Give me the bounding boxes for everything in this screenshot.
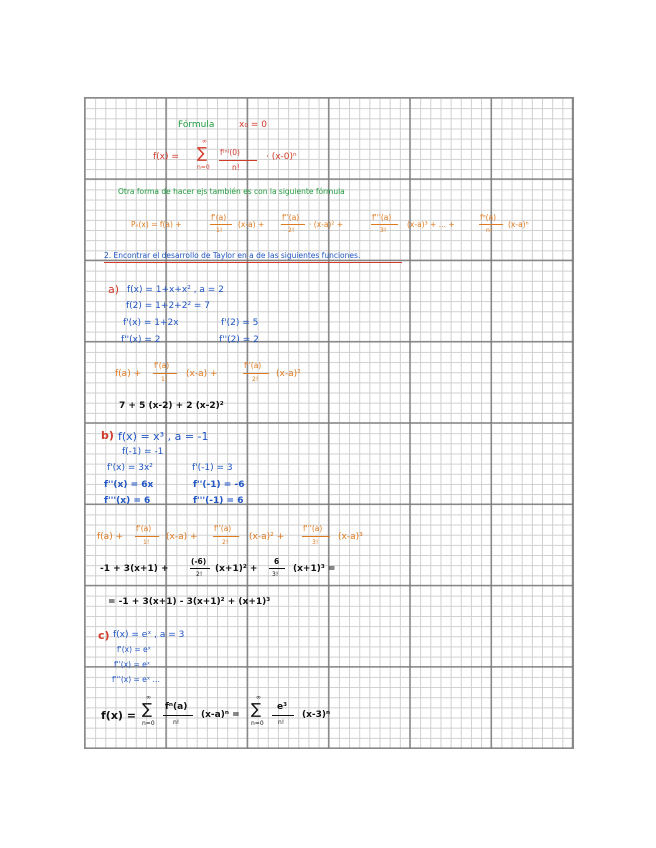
part-b-line1: f(x) = x³ , a = -1	[118, 430, 209, 443]
sigma-symbol: ∑	[197, 144, 208, 162]
task-underline	[104, 262, 402, 263]
part-c-sigma-top: ∞	[146, 694, 151, 701]
taylor-t1-den: 1!	[216, 227, 223, 234]
other-form-text: Otra forma de hacer ejs también es con la siguiente fórmula	[118, 187, 345, 196]
part-b-exp-bar3	[302, 536, 330, 537]
taylor-t1-num: f'(a)	[211, 213, 227, 222]
part-c-bar2	[272, 715, 294, 716]
part-b-sub-bar2	[269, 568, 285, 569]
part-a-exp-b: (x-a) +	[186, 369, 218, 379]
part-c-line1: f(x) = eˣ , a = 3	[113, 630, 185, 640]
maclaurin-term: · (x-0)ⁿ	[266, 152, 297, 162]
sigma-top: ∞	[202, 138, 207, 145]
part-b-exp-den3: 3!	[312, 539, 319, 546]
taylor-t1: (x-a) +	[238, 220, 265, 229]
part-b-exp-d: (x-a)³	[338, 532, 363, 542]
part-a-line2: f(2) = 1+2+2² = 7	[126, 301, 211, 311]
part-c-lhs: f(x) =	[101, 709, 136, 722]
part-c-sigma2-bottom: n=0	[251, 720, 264, 727]
part-a-line1: f(x) = 1+x+x² , a = 2	[127, 285, 224, 295]
part-c-den2: n!	[278, 719, 285, 726]
part-b-sub-a: -1 + 3(x+1) +	[100, 564, 169, 574]
part-c-sigma2-top: ∞	[256, 694, 261, 701]
taylor-t2-bar	[281, 224, 305, 225]
taylor-tn-num: fⁿ(a)	[480, 213, 497, 222]
part-a-exp-bar2	[243, 373, 269, 374]
part-a-exp-den2: 2!	[252, 376, 259, 383]
part-b-exp-num2: f''(a)	[214, 524, 232, 533]
part-b-line3b: f'(-1) = 3	[192, 463, 233, 473]
part-b-sub-bar1	[190, 568, 210, 569]
part-b-exp-b: (x-a) +	[166, 532, 198, 542]
part-b-line3a: f'(x) = 3x²	[107, 463, 153, 473]
part-a-exp-num2: f''(a)	[244, 361, 262, 370]
part-c-label: c)	[98, 629, 110, 642]
x0-label: x₀ = 0	[239, 120, 267, 130]
part-b-exp-den1: 1!	[143, 539, 150, 546]
part-b-sub-b: (x+1)² +	[215, 564, 258, 574]
part-b-sub-den2: 3!	[272, 571, 279, 578]
part-a-result: 7 + 5 (x-2) + 2 (x-2)²	[119, 401, 224, 411]
sigma-bottom: n=0	[197, 164, 210, 171]
part-c-line4: f'''(x) = eˣ …	[112, 675, 160, 684]
part-c-bar1	[163, 715, 193, 716]
taylor-t2: · (x-a)² +	[309, 220, 344, 229]
taylor-t3-num: f'''(a)	[372, 213, 392, 222]
part-b-sub-num1: (-6)	[191, 557, 207, 566]
part-c-num2: e³	[277, 702, 288, 712]
part-b-exp-a: f(a) +	[97, 532, 124, 542]
part-b-sub-den1: 2!	[196, 571, 203, 578]
part-b-exp-bar2	[213, 536, 239, 537]
part-a-line3a: f'(x) = 1+2x	[123, 318, 179, 328]
part-c-mid: (x-a)ⁿ =	[201, 710, 240, 720]
part-b-sub-c: (x+1)³ =	[293, 564, 336, 574]
part-b-line4b: f''(-1) = -6	[193, 480, 245, 490]
part-c-sigma2: ∑	[251, 700, 262, 718]
taylor-t3-den: 3!	[380, 227, 387, 234]
part-a-exp-den1: 1!	[161, 376, 168, 383]
part-a-line4a: f''(x) = 2	[121, 335, 161, 345]
frac-denominator: n!	[232, 163, 240, 172]
part-a-exp-bar1	[153, 373, 177, 374]
part-b-label: b)	[101, 429, 114, 442]
part-c-end: (x-3)ⁿ	[302, 710, 331, 720]
part-a-line3b: f'(2) = 5	[221, 318, 259, 328]
formula-label: Fórmula	[178, 120, 215, 130]
part-b-exp-bar1	[135, 536, 159, 537]
taylor-pn: Pₙ(x) = f(a) +	[131, 220, 182, 229]
part-a-exp-num1: f'(a)	[154, 361, 170, 370]
part-b-result: = -1 + 3(x+1) - 3(x+1)² + (x+1)³	[108, 597, 271, 607]
maclaurin-lhs: f(x) =	[153, 152, 179, 162]
part-a-label: a)	[108, 283, 120, 296]
part-c-sigma-bottom: n=0	[142, 720, 155, 727]
part-c-line2: f'(x) = eˣ	[117, 645, 151, 654]
fraction-bar	[219, 160, 257, 161]
part-b-line2: f(-1) = -1	[122, 447, 164, 457]
part-b-exp-num3: f'''(a)	[303, 524, 323, 533]
taylor-t1-bar	[210, 224, 232, 225]
task-statement: 2. Encontrar el desarrollo de Taylor en a de las siguientes funciones.	[104, 251, 361, 260]
part-c-num1: fⁿ(a)	[165, 702, 188, 712]
part-b-exp-den2: 2!	[222, 539, 229, 546]
part-b-line5b: f'''(-1) = 6	[193, 496, 244, 506]
taylor-tn-bar	[479, 224, 503, 225]
part-a-exp-a: f(a) +	[115, 369, 142, 379]
part-c-den1: n!	[173, 719, 180, 726]
taylor-t3-bar	[371, 224, 398, 225]
taylor-t2-den: 2!	[288, 227, 295, 234]
part-b-line4a: f''(x) = 6x	[104, 480, 154, 490]
part-a-line4b: f''(2) = 2	[219, 335, 259, 345]
part-c-sigma: ∑	[142, 700, 153, 718]
taylor-t2-num: f''(a)	[282, 213, 300, 222]
part-b-exp-c: (x-a)² +	[249, 532, 285, 542]
part-b-exp-num1: f'(a)	[136, 524, 152, 533]
taylor-tn: (x-a)ⁿ	[508, 220, 529, 229]
part-a-exp-c: (x-a)²	[276, 369, 301, 379]
taylor-tn-den: n!	[486, 227, 493, 234]
frac-numerator: f⁽ⁿ⁾(0)	[220, 148, 240, 157]
part-b-line5a: f'''(x) = 6	[104, 496, 151, 506]
part-b-sub-num2: 6	[274, 557, 280, 566]
part-c-line3: f''(x) = eˣ	[114, 660, 151, 669]
taylor-t3: (x-a)³ + … +	[407, 220, 455, 229]
